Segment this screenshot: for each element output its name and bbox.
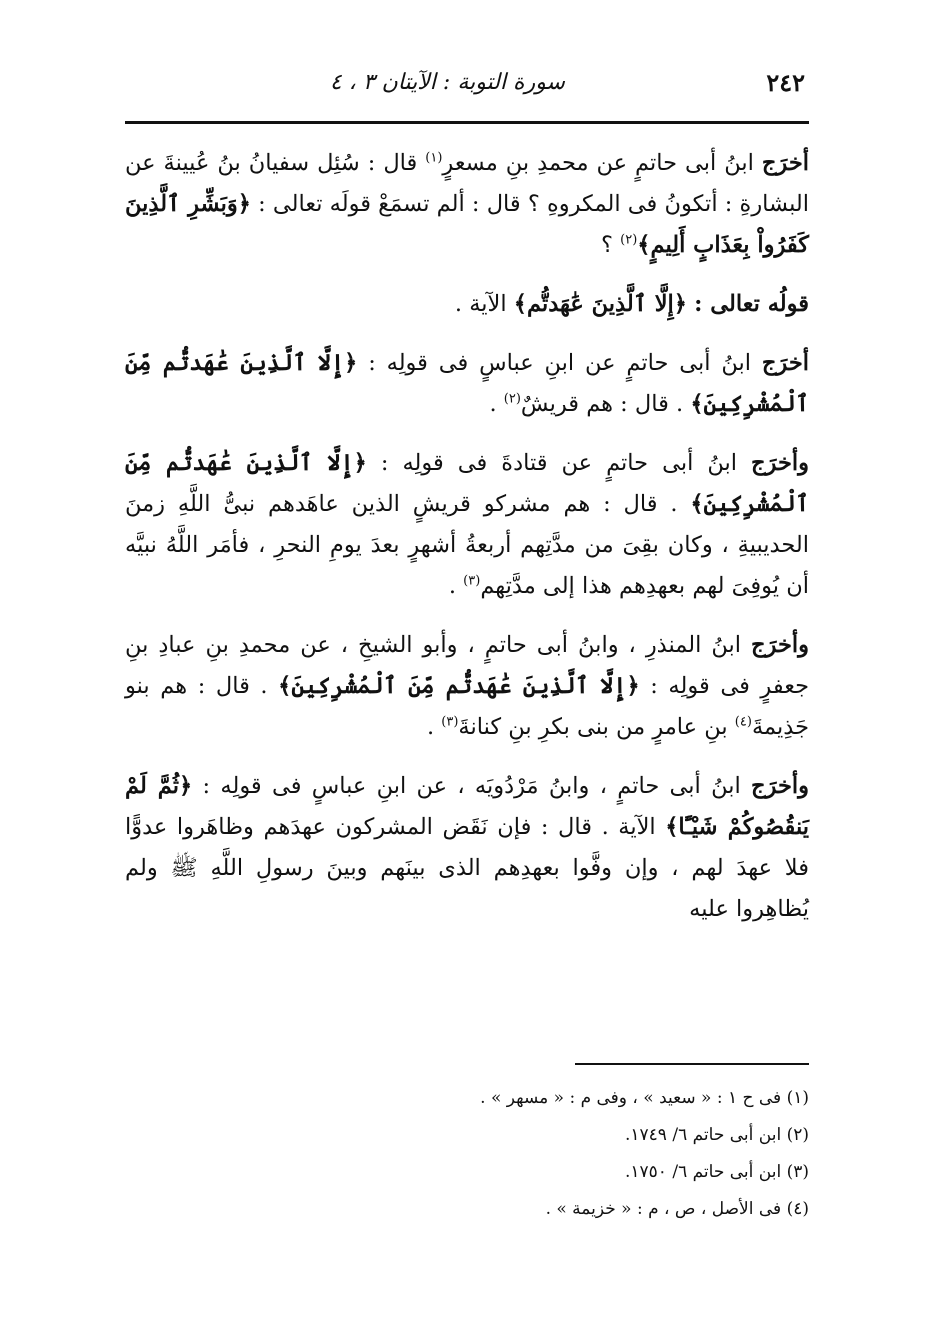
paragraph-lead: أخرَج [761, 350, 809, 376]
main-text [125, 143, 809, 948]
paragraph-lead: وأخرَج [751, 632, 809, 658]
page-header [125, 62, 805, 106]
paragraph-text: ابنُ أبى حاتمٍ عن ابنِ عباسٍ فى قولِه : [357, 350, 762, 376]
page-number: ٢٤٢ [766, 68, 805, 97]
paragraph-text: بنِ عامرٍ من بنى بكرِ بنِ كنانةَ [458, 714, 735, 740]
footnote-2: (٢) ابن أبى حاتم ٦/ ١٧٤٩. [624, 1125, 809, 1145]
paragraph-text: . [489, 391, 504, 417]
paragraph-text: الآية . قال : فإن نَقَض المشركون عهدَهم وظاهَروا عدوًّا فلا عهدَ لهم ، وإن وفَّوا بعهدِهم الذى بينَهم وبينَ رسولِ اللَّهِ ﷺ ولم يُظاهِروا عليه [125, 814, 809, 922]
footnote-reference: (٢) [503, 391, 521, 407]
paragraph-text: . [448, 573, 464, 599]
quran-quote: ﴿ثُمَّ لَمْ يَنقُصُوكُمْ شَيْـًٔا﴾ [125, 773, 809, 840]
paragraph-text: قال : سُئِل سفيانُ بنُ عُيينةَ عن البشارةِ : أتكونُ فى المكروهِ ؟ قال : ألم تسمَعْ قولَه تعالى : [125, 150, 810, 217]
paragraph-text: . قال : هم بنو جَذِيمةَ [125, 673, 809, 740]
paragraph-lead: وأخرَج [751, 450, 809, 476]
paragraph [125, 625, 809, 748]
paragraph-text: . قال : هم مشركو قريشٍ الذين عاهَدهم نبىُّ اللَّهِ زمنَ الحديبيةِ ، وكان بقِىَ من مدَّتِهم أربعةُ أشهرٍ بعدَ يومِ النحرِ ، فأمَر اللَّهُ نبيَّه أن يُوفِىَ لهم بعهدِهم هذا إلى مدَّتِهم [125, 491, 809, 599]
footnote-reference: (٤) [734, 714, 752, 730]
quran-quote: ﴿إِلَّا ٱلَّذِينَ عَٰهَدتُّم﴾ [513, 291, 687, 317]
paragraph [125, 343, 809, 425]
footnote-1: (١) فى ح ١ : « سعيد » ، وفى م : « مسهر » . [480, 1088, 809, 1108]
paragraph [125, 284, 809, 325]
paragraph [125, 443, 809, 607]
paragraph-lead: وأخرَج [751, 773, 809, 799]
footnote-reference: (٢) [620, 232, 638, 248]
paragraph [125, 143, 809, 266]
header-divider [125, 121, 809, 124]
quran-quote: ﴿إِلَّا ٱلَّذِينَ عَٰهَدتُّم مِّنَ ٱلْمُشْرِكِينَ﴾ [278, 673, 640, 699]
paragraph-lead: أخرَج [761, 150, 809, 176]
paragraph-text: . [426, 714, 442, 740]
paragraph-text: . قال : هم قريشٌ [520, 391, 691, 417]
paragraph-text: ابنُ أبى حاتمٍ عن قتادةَ فى قولِه : [366, 450, 752, 476]
paragraph-text: الآية . [454, 291, 514, 317]
footnote-reference: (١) [425, 150, 443, 166]
paragraph-text: ابنُ أبى حاتمٍ ، وابنُ مَرْدُويَه ، عن ابنِ عباسٍ فى قولِه : [192, 773, 752, 799]
footnote-divider [575, 1063, 809, 1065]
paragraph-text: ابنُ المنذرِ ، وابنُ أبى حاتمٍ ، وأبو الشيخِ ، عن محمدِ بنِ عبادِ بنِ جعفرٍ فى قولِه : [125, 632, 809, 699]
footnote-3: (٣) ابن أبى حاتم ٦/ ١٧٥٠. [624, 1162, 809, 1182]
quran-quote: ﴿إِلَّا ٱلَّذِينَ عَٰهَدتُّم مِّنَ ٱلْمُشْرِكِينَ﴾ [125, 450, 809, 517]
paragraph-text: ابنُ أبى حاتمٍ عن محمدِ بنِ مسعرٍ [442, 150, 762, 176]
footnote-4: (٤) فى الأصل ، ص ، م : « خزيمة » . [545, 1199, 809, 1219]
running-title: سورة التوبة : الآيتان ٣ ، ٤ [329, 70, 565, 95]
footnote-reference: (٣) [463, 573, 481, 589]
paragraph [125, 766, 809, 930]
footnotes [125, 1080, 809, 1228]
footnote-reference: (٣) [441, 714, 459, 730]
quran-quote: ﴿وَبَشِّرِ ٱلَّذِينَ كَفَرُواْ بِعَذَابٍ أَلِيمٍ﴾ [125, 191, 809, 258]
paragraph-lead: قولُه تعالى : [694, 291, 809, 317]
quran-quote: ﴿إِلَّا ٱلَّذِينَ عَٰهَدتُّم مِّنَ ٱلْمُشْرِكِينَ﴾ [125, 350, 809, 417]
paragraph-text: ؟ [601, 232, 621, 258]
